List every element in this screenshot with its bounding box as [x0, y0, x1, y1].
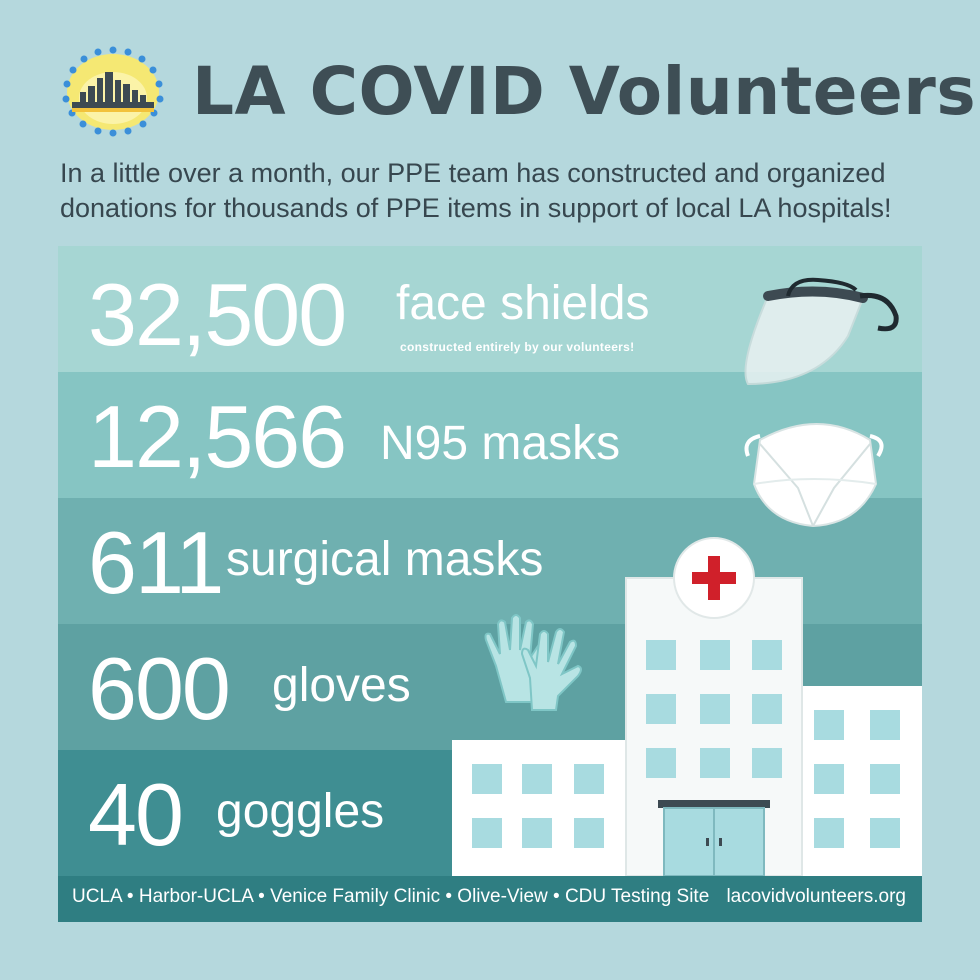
stat-label-surgical-masks: surgical masks	[226, 533, 544, 586]
face-shield-icon	[728, 266, 908, 396]
website-link[interactable]: lacovidvolunteers.org	[726, 886, 906, 907]
stat-number-gloves: 600	[88, 639, 229, 738]
hospital-building-icon	[452, 536, 922, 876]
stat-number-goggles: 40	[88, 765, 182, 864]
stat-label-gloves: gloves	[272, 659, 411, 712]
stats-panel	[58, 246, 922, 922]
intro-text	[60, 156, 940, 226]
hospital-list: UCLA • Harbor-UCLA • Venice Family Clinic • Olive-View • CDU Testing Site	[72, 886, 710, 907]
stat-label-n95-masks: N95 masks	[380, 417, 621, 470]
page-title: LA COVID Volunteers	[192, 53, 977, 130]
intro-line-1: In a little over a month, our PPE team has constructed and organized	[60, 158, 886, 188]
la-skyline-volunteers-logo	[58, 42, 168, 142]
stat-number-n95-masks: 12,566	[88, 387, 346, 486]
stat-number-surgical-masks: 611	[88, 513, 223, 612]
footer-bar	[58, 876, 922, 922]
n95-mask-icon	[738, 414, 898, 534]
stat-note-face-shields: constructed entirely by our volunteers!	[400, 340, 635, 354]
stat-label-goggles: goggles	[216, 785, 385, 838]
stat-number-face-shields: 32,500	[88, 265, 346, 364]
intro-line-2: donations for thousands of PPE items in support of local LA hospitals!	[60, 193, 892, 223]
stat-label-face-shields: face shields	[396, 277, 650, 330]
